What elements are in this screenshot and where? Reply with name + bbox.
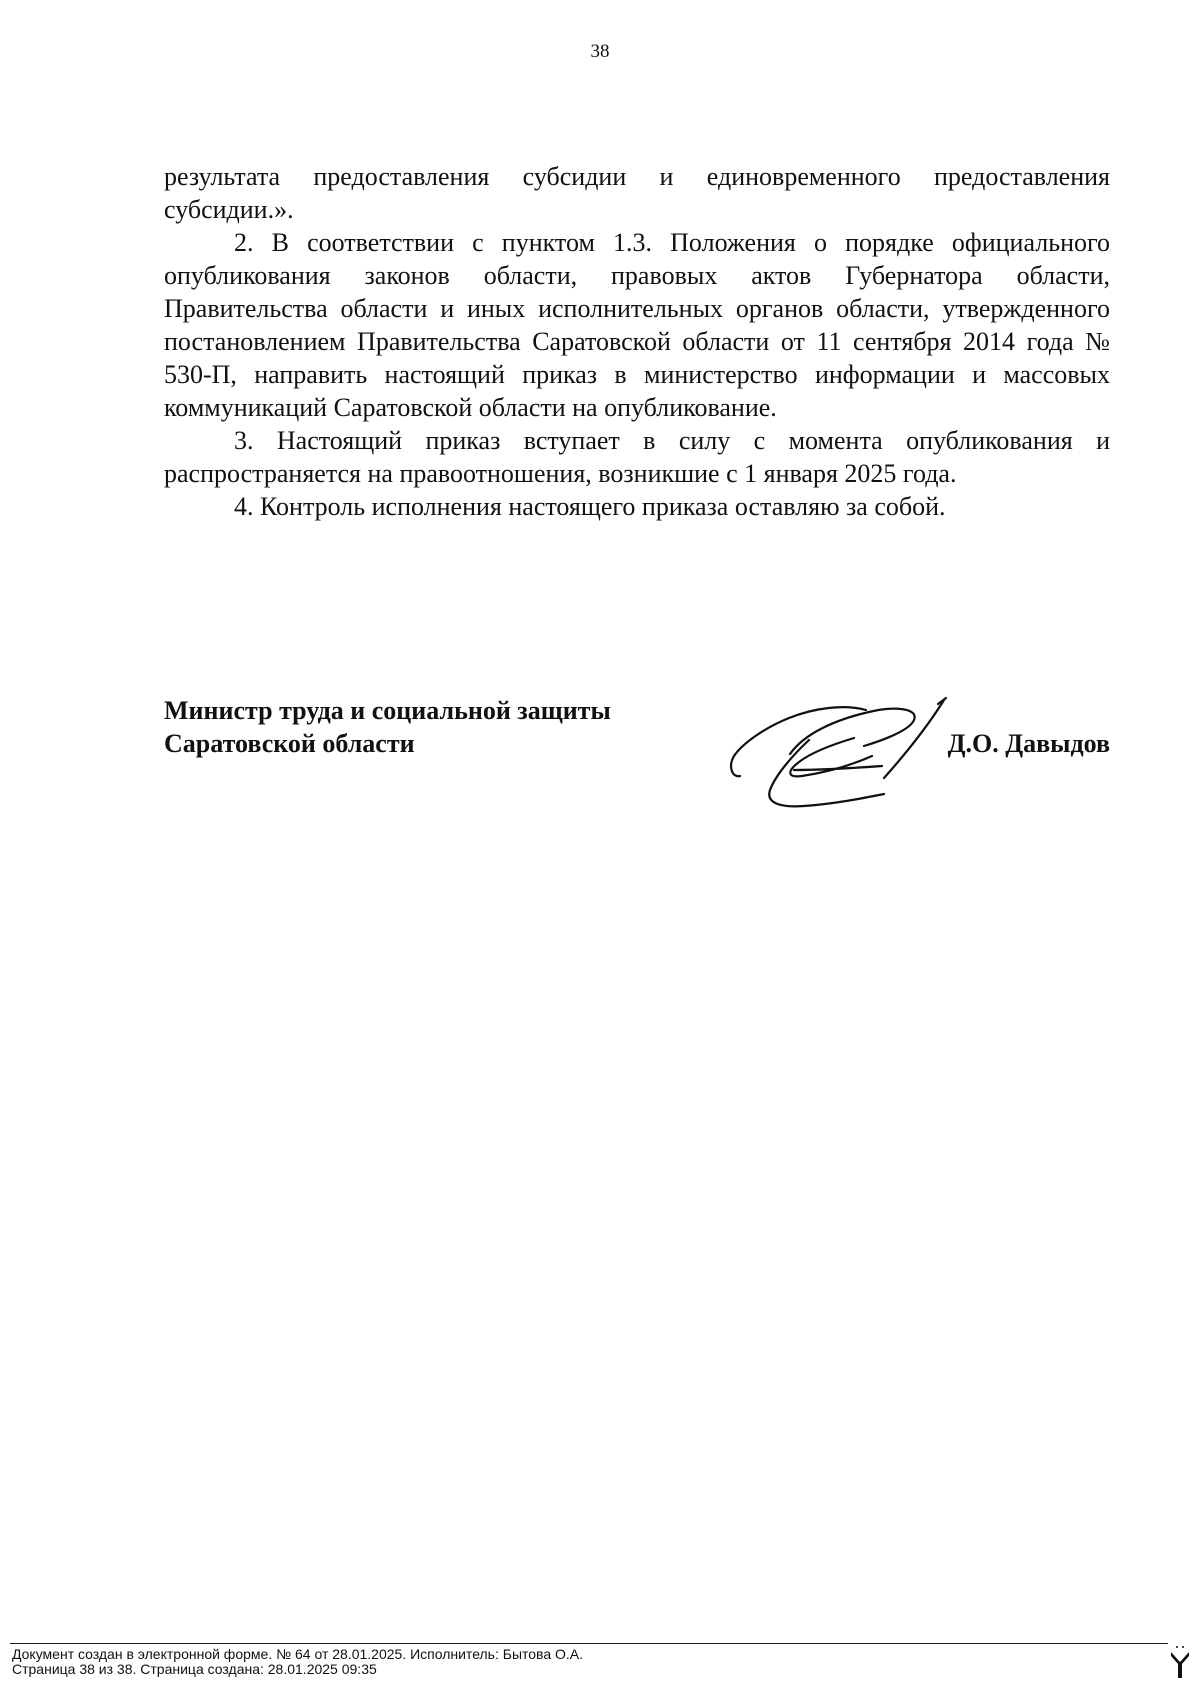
page-number: 38: [590, 41, 610, 62]
minister-name: Д.О. Давыдов: [947, 729, 1110, 758]
minister-title: [164, 694, 724, 760]
minister-title-line-1: Министр труда и социальной защиты: [164, 696, 611, 725]
footer-divider: [10, 1643, 1168, 1644]
paragraph-4: 4. Контроль исполнения настоящего приказа оставляю за собой.: [234, 492, 946, 521]
paragraph-3: 3. Настоящий приказ вступает в силу с момента опубликования и распространяется на правоотношения, возникшие с 1 января 2025 года.: [164, 426, 1110, 488]
minister-title-line-2: Саратовской области: [164, 729, 415, 758]
document-body: [164, 160, 1110, 523]
paragraph-2: 2. В соответствии с пунктом 1.3. Положения о порядке официального опубликования законов области, правовых актов Губернатора области, Правительства области и иных исполнительных органов области, утвержденного постановлением Правительства Саратовской области от 11 сентября 2014 года № 530-П, направить настоящий приказ в министерство информации и массовых коммуникаций Саратовской области на опубликование.: [164, 228, 1110, 422]
signature-block: [164, 694, 1110, 834]
footer: [12, 1647, 1112, 1677]
footer-line-2: Страница 38 из 38. Страница создана: 28.01.2025 09:35: [12, 1661, 377, 1677]
paragraph-continuation: результата предоставления субсидии и единовременного предоставления субсидии.».: [164, 162, 1110, 224]
document-system-logo-icon: [1168, 1644, 1192, 1680]
footer-line-1: Документ создан в электронной форме. № 64 от 28.01.2025. Исполнитель: Бытова О.А.: [12, 1646, 584, 1662]
